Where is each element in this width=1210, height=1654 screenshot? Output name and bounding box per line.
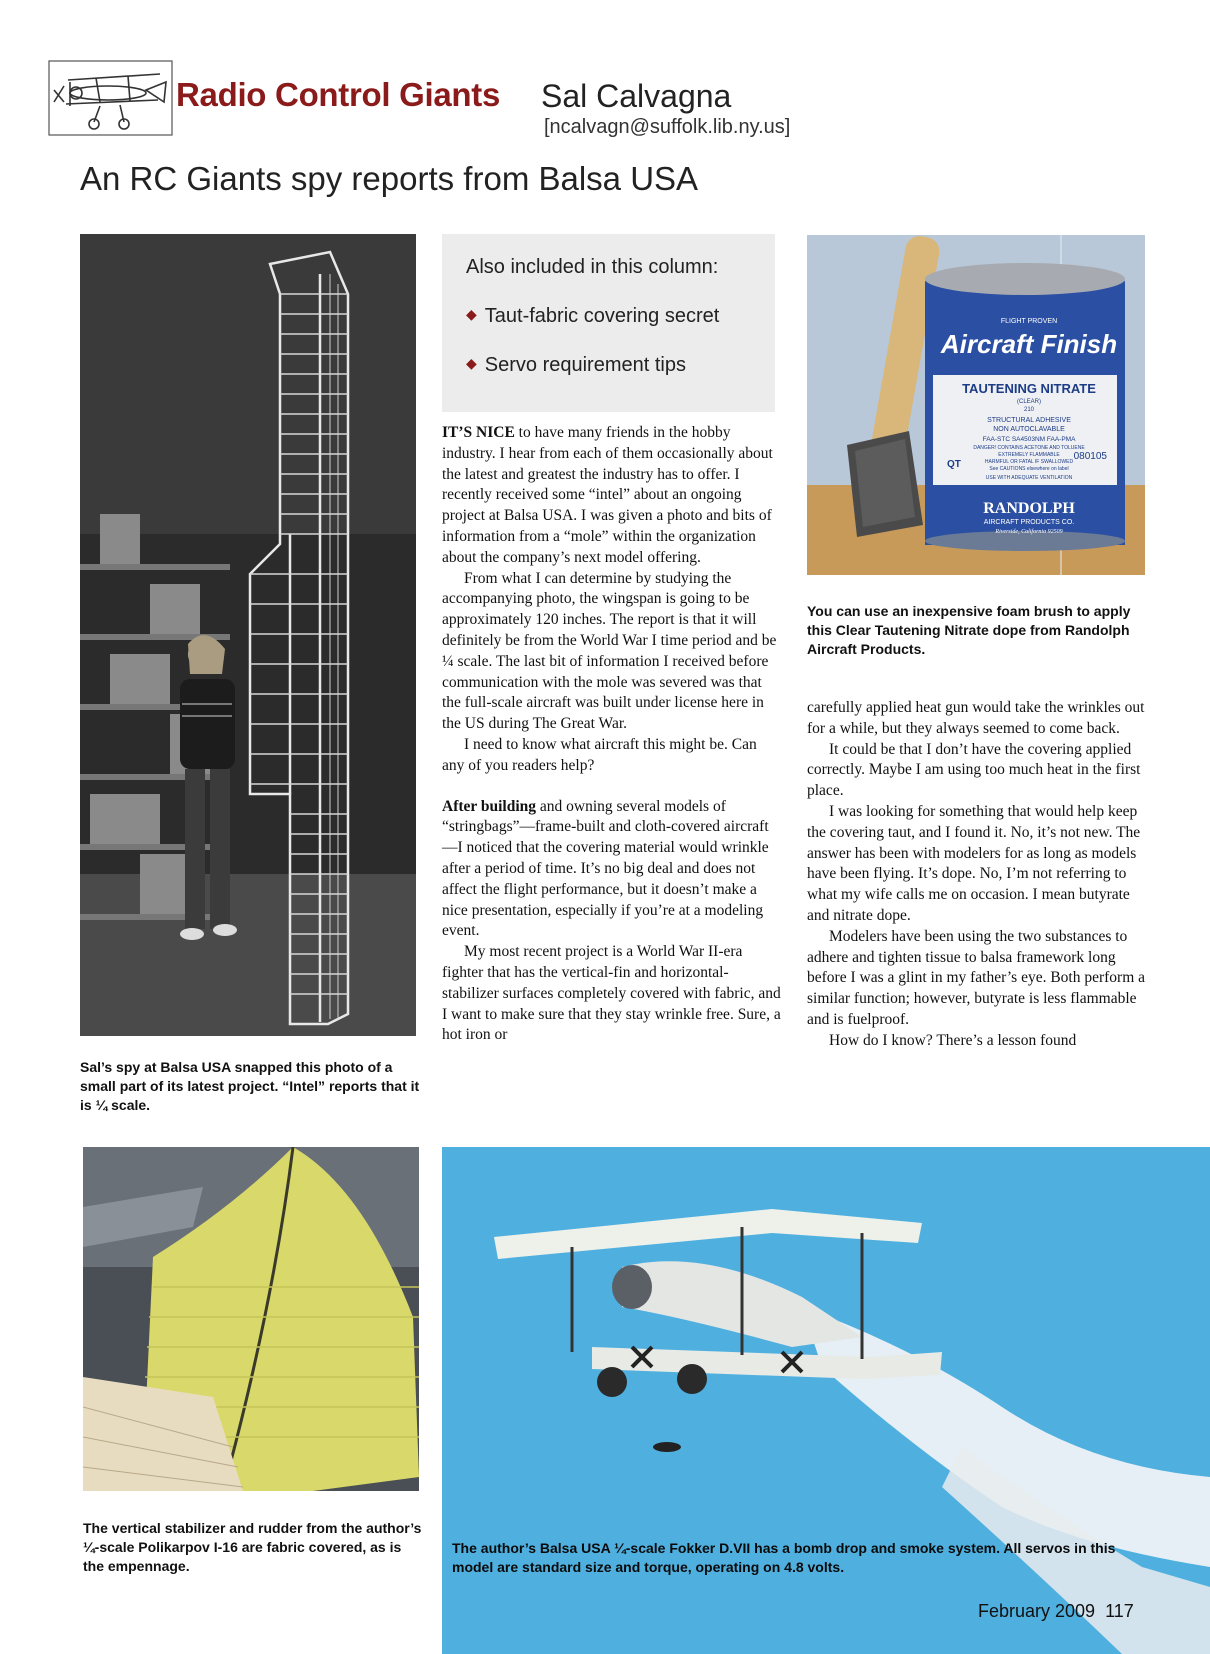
- can-line2: NON AUTOCLAVABLE: [993, 426, 1065, 433]
- bullet-icon: ◆: [466, 355, 477, 371]
- article-paragraph: From what I can determine by studying the accompanying photo, the wingspan is going to be approximately 120 inches. The report is that it will definitely be from the World War I time period and be ¼ scale. The last bit of information I received before communication with the mole was severed was that the full-scale aircraft was built under license here in the US during The Great War.: [442, 569, 777, 733]
- article-paragraph: I need to know what aircraft this might be. Can any of you readers help?: [442, 735, 757, 774]
- can-code: 210: [1023, 407, 1035, 413]
- page-folio: [978, 1601, 1134, 1622]
- fokker-flight-photo: [442, 1147, 1210, 1654]
- sidebar-item: ◆ Servo requirement tips: [466, 354, 686, 376]
- sidebar-title: Also included in this column:: [466, 256, 719, 278]
- dope-photo-caption: You can use an inexpensive foam brush to apply this Clear Tautening Nitrate dope from Randolph Aircraft Products.: [807, 603, 1131, 657]
- article-paragraph: I was looking for something that would help keep the covering taut, and I found it. No, it’s not new. The answer has been with modelers for as long as models have been flying. It’s dope. No, I’m not referring to what my wife calls me on occasion. I mean butyrate and nitrate dope.: [807, 802, 1141, 924]
- can-maker: RANDOLPH: [983, 500, 1075, 517]
- can-qt: QT: [947, 459, 961, 470]
- issue-date: February 2009: [978, 1601, 1096, 1621]
- can-line6: HARMFUL OR FATAL IF SWALLOWED: [984, 459, 1074, 465]
- can-line4: DANGER! CONTAINS ACETONE AND TOLUENE: [973, 445, 1085, 451]
- page-number: 117: [1105, 1601, 1134, 1621]
- can-line8: USE WITH ADEQUATE VENTILATION: [985, 475, 1073, 481]
- wing-photo-caption: Sal’s spy at Balsa USA snapped this photo of a small part of its latest project. “Intel” reports that it is ¼ scale.: [80, 1059, 420, 1113]
- can-line1: STRUCTURAL ADHESIVE: [987, 417, 1071, 424]
- author-name: Sal Calvagna: [541, 78, 732, 114]
- can-line5: EXTREMELY FLAMMABLE: [998, 452, 1060, 458]
- sidebar-item: ◆ Taut-fabric covering secret: [466, 305, 720, 327]
- article-paragraph: IT’S NICE to have many friends in the hobby industry. I hear from each of them occasionally about the latest and greatest the industry has to offer. I recently received some “intel” about an ongoing project at Balsa USA. I was given a photo and bits of information from a “mole” within the organization about the company’s next model offering.: [442, 424, 773, 566]
- can-location: Riverside, California 92509: [995, 529, 1063, 535]
- article-paragraph: How do I know? There’s a lesson found: [829, 1031, 1077, 1049]
- article-column-2: [807, 698, 1146, 1052]
- author-email[interactable]: [ncalvagn@suffolk.lib.ny.us]: [544, 116, 791, 138]
- biplane-logo-icon: [48, 60, 173, 136]
- can-brand-top: FLIGHT PROVEN: [1000, 318, 1058, 325]
- wing-frame-photo: [80, 234, 416, 1036]
- article-paragraph: After building and owning several models of “stringbags”—frame-built and cloth-covered aircraft—I noticed that the covering material would wrinkle after a period of time. It’s no big deal and does not affect the flight performance, but it doesn’t make a nice presentation, especially if you’re at a modeling event.: [442, 797, 769, 940]
- tail-surface-photo: [83, 1147, 419, 1491]
- fokker-photo-caption: The author’s Balsa USA ¼-scale Fokker D.VII has a bomb drop and smoke system. All servos in this model are standard size and torque, operating on 4.8 volts.: [452, 1540, 1116, 1575]
- can-line7: See CAUTIONS elsewhere on label: [989, 466, 1069, 472]
- dope-can-photo: [807, 235, 1145, 575]
- article-headline: An RC Giants spy reports from Balsa USA: [80, 160, 699, 197]
- can-batch: 080105: [1073, 451, 1107, 462]
- article-paragraph: It could be that I don’t have the covering applied correctly. Maybe I am using too much heat in the first place.: [807, 740, 1141, 800]
- tail-photo-caption: The vertical stabilizer and rudder from the author’s ¼-scale Polikarpov I-16 are fabric covered, as is the empennage.: [83, 1520, 422, 1574]
- can-product: TAUTENING NITRATE: [962, 381, 1096, 396]
- can-line3: FAA-STC SA4503NM FAA-PMA: [982, 436, 1076, 443]
- can-clear: (CLEAR): [1016, 399, 1042, 405]
- column-title: Radio Control Giants: [176, 76, 501, 113]
- article-column-1: [442, 423, 781, 1046]
- bullet-icon: ◆: [466, 306, 477, 322]
- article-paragraph: Modelers have been using the two substances to adhere and tighten tissue to balsa framework long before I was a glint in my father’s eye. Both perform a similar function; however, butyrate is less flammable and is fuelproof.: [807, 927, 1146, 1028]
- sidebar-box: [442, 234, 775, 412]
- can-brand: Aircraft Finish: [940, 329, 1118, 359]
- article-paragraph: My most recent project is a World War II-era fighter that has the vertical-fin and horizontal-stabilizer surfaces completely covered with fabric, and I want to make sure that they stay wrinkle free. Sure, a hot iron or: [442, 943, 781, 1044]
- article-paragraph: carefully applied heat gun would take the wrinkles out for a while, but they always seemed to come back.: [807, 699, 1145, 737]
- can-maker2: AIRCRAFT PRODUCTS CO.: [983, 519, 1075, 526]
